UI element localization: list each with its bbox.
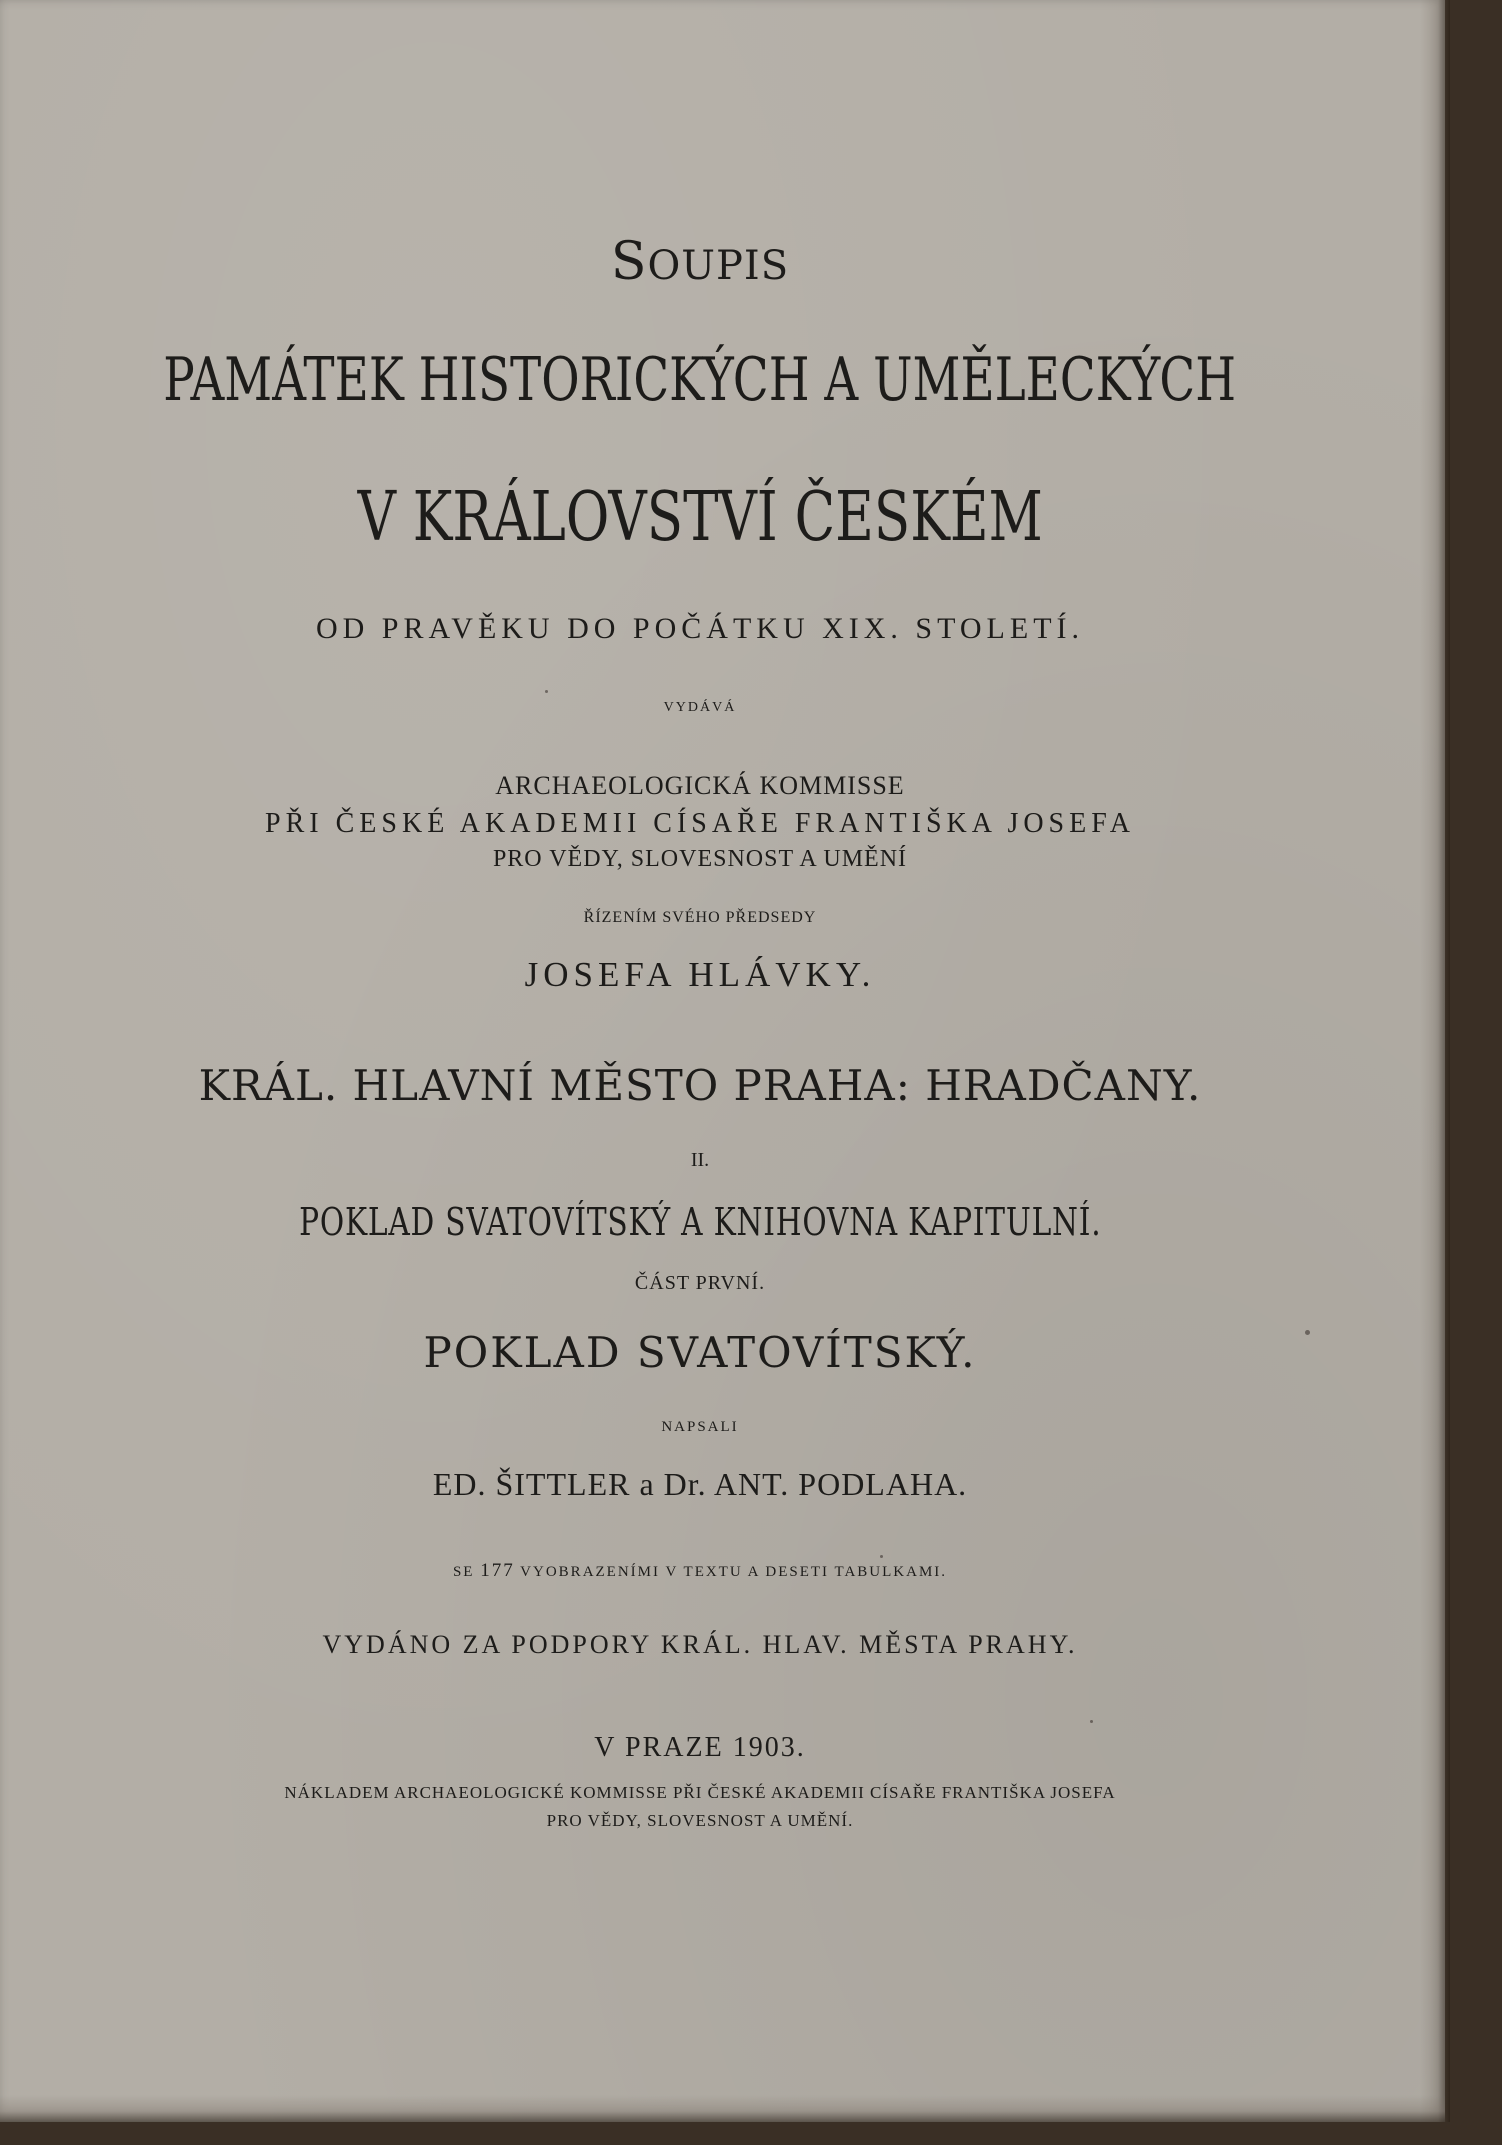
place-and-year: V PRAZE 1903. [594, 1732, 806, 1763]
illustrations-post: VYOBRAZENÍMI V TEXTU A DESETI TABULKAMI. [514, 1564, 948, 1580]
series-title-pamatek [0, 345, 1400, 415]
pamatek-text: PAMÁTEK HISTORICKÝCH A UMĚLECKÝCH [163, 345, 1237, 415]
paper-speck [880, 1555, 883, 1558]
support-note: VYDÁNO ZA PODPORY KRÁL. HLAV. MĚSTA PRAHY. [322, 1630, 1078, 1659]
publisher-line-2: PŘI ČESKÉ AKADEMII CÍSAŘE FRANTIŠKA JOSEFA [265, 808, 1135, 839]
volume-subtitle-text: POKLAD SVATOVÍTSKÝ A KNIHOVNA KAPITULNÍ. [298, 1200, 1102, 1244]
kralovstvi-text: V KRÁLOVSTVÍ ČESKÉM [357, 478, 1043, 557]
part-title: POKLAD SVATOVÍTSKÝ. [423, 1328, 977, 1377]
paper-speck [1090, 1720, 1093, 1723]
authors: ED. ŠITTLER a Dr. ANT. PODLAHA. [432, 1466, 968, 1502]
page-edge-bottom [0, 2095, 1445, 2122]
series-title-soupis [0, 232, 1400, 292]
series-subtitle: OD PRAVĚKU DO POČÁTKU XIX. STOLETÍ. [315, 612, 1085, 645]
illustrations-pre: SE [452, 1564, 481, 1580]
illustrations-count: 177 [480, 1560, 515, 1581]
soupis-rest: OUPIS [647, 243, 790, 289]
volume-number: II. [690, 1149, 710, 1171]
imprint-line-1: NÁKLADEM ARCHAEOLOGICKÉ KOMMISSE PŘI ČESKÉ AKADEMII CÍSAŘE FRANTIŠKA JOSEFA [284, 1783, 1116, 1802]
publishes-label: VYDÁVÁ [663, 700, 737, 715]
publisher-line-1: ARCHAEOLOGICKÁ KOMMISSE [495, 771, 905, 800]
part-label: ČÁST PRVNÍ. [634, 1272, 766, 1294]
chairman-name: JOSEFA HLÁVKY. [524, 955, 876, 994]
paper-speck [545, 690, 548, 693]
illustrations-note [0, 1560, 1400, 1582]
publisher-line-3: PRO VĚDY, SLOVESNOST A UMĚNÍ [492, 846, 908, 872]
volume-subtitle [0, 1200, 1400, 1244]
authors-label: NAPSALI [661, 1419, 739, 1435]
page-edge-right [1420, 0, 1450, 2122]
direction-label: ŘÍZENÍM SVÉHO PŘEDSEDY [583, 909, 817, 926]
soupis-initial: S [610, 232, 648, 292]
paper-speck [1305, 1330, 1310, 1335]
series-title-kralovstvi [0, 478, 1400, 557]
imprint-line-2: PRO VĚDY, SLOVESNOST A UMĚNÍ. [546, 1811, 854, 1830]
volume-title: KRÁL. HLAVNÍ MĚSTO PRAHA: HRADČANY. [198, 1061, 1202, 1110]
